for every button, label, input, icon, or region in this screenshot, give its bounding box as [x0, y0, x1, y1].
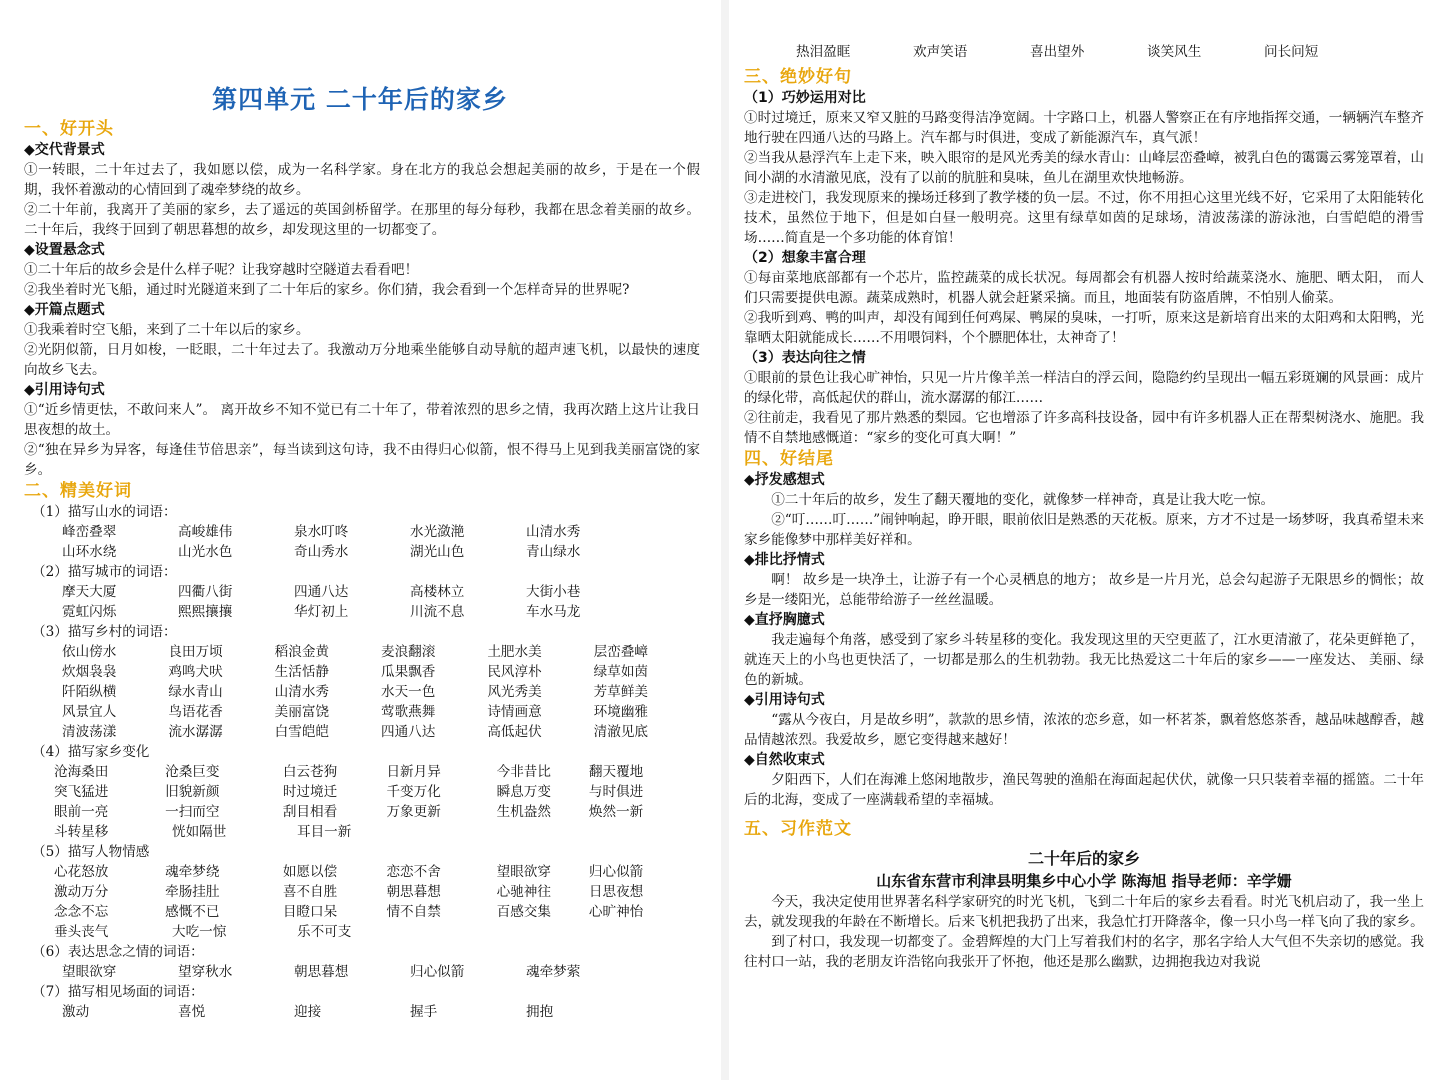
word: 旧貌新颜 [165, 784, 220, 800]
word: 依山傍水 [62, 644, 117, 660]
paragraph: ②“独在异乡为异客，每逢佳节倍思亲”，每当读到这句诗，我不由得归心似箭，恨不得马上见到我美丽富饶的家乡。 [24, 442, 700, 478]
word: 望眼欲穿 [496, 864, 551, 880]
word: 时过境迁 [282, 784, 338, 800]
word: 今非昔比 [496, 764, 551, 780]
paragraph: 到了村口，我发现一切都变了。金碧辉煌的大门上写着我们村的名字，那名字给人大气但不失亲切的感觉。我往村口一站，我的老朋友许浩铭向我张开了怀抱，他还是那么幽默，边拥抱我边对我说 [744, 934, 1424, 970]
word: 恍如隔世 [172, 824, 227, 840]
word: 沧桑巨变 [165, 764, 220, 780]
word: 芳草鲜美 [593, 684, 649, 700]
word: 良田万顷 [168, 644, 223, 660]
word: 莺歌燕舞 [380, 704, 436, 720]
word: 与时俱进 [588, 784, 644, 800]
word: 热泪盈眶 [796, 44, 851, 60]
paragraph: 啊！ 故乡是一块净土，让游子有一个心灵栖息的地方； 故乡是一片月光，总会勾起游子无限思乡的惆怅；故乡是一缕阳光，总能带给游子一丝丝温暖。 [744, 572, 1424, 608]
word: 环境幽雅 [593, 704, 649, 720]
word: 突飞猛进 [54, 784, 109, 800]
word-row [24, 782, 700, 802]
word: 日思夜想 [588, 884, 644, 900]
word: 心驰神往 [496, 884, 551, 900]
word: 望眼欲穿 [62, 964, 117, 980]
word: 民风淳朴 [487, 664, 542, 680]
word: 眼前一亮 [54, 804, 109, 820]
word: 炊烟袅袅 [62, 664, 117, 680]
paragraph: ①我乘着时空飞船，来到了二十年以后的家乡。 [24, 322, 310, 338]
subheading-quote: ◆引用诗句式 [24, 382, 105, 398]
word: 大吃一惊 [172, 924, 227, 940]
word: 握手 [410, 1004, 438, 1020]
word: 阡陌纵横 [62, 684, 117, 700]
word-row [24, 882, 700, 902]
word: 水天一色 [380, 684, 436, 700]
word-row [24, 682, 700, 702]
word: 喜出望外 [1030, 44, 1085, 60]
subheading-feelings: ◆抒发感想式 [744, 472, 825, 488]
word: 山光水色 [178, 544, 233, 560]
word: 心旷神怡 [588, 904, 644, 920]
paragraph: 今天，我决定使用世界著名科学家研究的时光飞机，飞到二十年后的家乡去看看。时光飞机启动了，我一坐上去，就发现我的年龄在不断增长。后来飞机把我扔了出来，我急忙打开降落伞，像一只小鸟一样飞向了我的家乡。 [744, 894, 1424, 930]
word: 归心似箭 [410, 964, 465, 980]
section-heading-model-essay: 五、习作范文 [744, 819, 852, 839]
word-row [24, 522, 700, 542]
unit-title: 第四单元 二十年后的家乡 [212, 85, 508, 114]
word: 一扫而空 [165, 804, 220, 820]
word: 四通八达 [294, 584, 349, 600]
subheading-longing: （3）表达向往之情 [744, 350, 866, 366]
subheading-topic: ◆开篇点题式 [24, 302, 105, 318]
word: 水光潋滟 [410, 524, 465, 540]
word: 魂牵梦绕 [165, 864, 220, 880]
word: 风光秀美 [487, 684, 542, 700]
word: 美丽富饶 [274, 704, 330, 720]
word: 高低起伏 [487, 724, 542, 740]
word: 耳目一新 [297, 824, 352, 840]
word: 流水潺潺 [168, 724, 223, 740]
paragraph: ①“近乡情更怯，不敢问来人”。 离开故乡不知不觉已有二十年了，带着浓烈的思乡之情，我再次踏上这片让我日思夜想的故土。 [24, 402, 700, 438]
word: 归心似箭 [588, 864, 644, 880]
word: 青山绿水 [526, 544, 581, 560]
word: 山清水秀 [526, 524, 581, 540]
word: 喜不自胜 [282, 884, 338, 900]
word: 朝思暮想 [294, 964, 349, 980]
word: 沧海桑田 [54, 764, 109, 780]
word: 斗转星移 [54, 824, 109, 840]
word-row [24, 1002, 700, 1022]
paragraph: 我走遍每个角落，感受到了家乡斗转星移的变化。我发现这里的天空更蓝了，江水更清澈了，花朵更鲜艳了，就连天上的小鸟也更快活了，一切都是那么的生机勃勃。我无比热爱这二十年后的家乡——一座发达、 美丽、绿色的新城。 [744, 632, 1424, 688]
word: 麦浪翻滚 [380, 644, 436, 660]
word: 泉水叮咚 [294, 524, 349, 540]
word-row [24, 802, 700, 822]
word: 高楼林立 [410, 584, 465, 600]
right-page [730, 0, 1440, 1080]
paragraph: ①二十年后的故乡会是什么样子呢？让我穿越时空隧道去看看吧！ [24, 262, 419, 278]
word: 清波荡漾 [62, 724, 117, 740]
word: 土肥水美 [487, 644, 542, 660]
word: 奇山秀水 [294, 544, 349, 560]
word: 峰峦叠翠 [62, 524, 117, 540]
word: 问长问短 [1264, 44, 1319, 60]
word: 朝思暮想 [386, 884, 441, 900]
word: 望穿秋水 [178, 964, 233, 980]
word-category-label: （5）描写人物情感 [32, 844, 150, 860]
word: 心花怒放 [54, 864, 109, 880]
page-gutter [721, 0, 729, 1080]
word-row [24, 702, 700, 722]
paragraph: ②光阴似箭，日月如梭，一眨眼，二十年过去了。我激动万分地乘坐能够自动导航的超声速飞机，以最快的速度向故乡飞去。 [24, 342, 700, 378]
word: 日新月异 [386, 764, 441, 780]
paragraph: 夕阳西下，人们在海滩上悠闲地散步，渔民驾驶的渔船在海面起起伏伏，就像一只只装着幸福的摇篮。二十年后的北海，变成了一座满载希望的幸福城。 [744, 772, 1424, 808]
word-row [24, 822, 700, 842]
word: 情不自禁 [386, 904, 441, 920]
word: 鸡鸣犬吠 [168, 664, 223, 680]
word: 感慨不已 [165, 904, 220, 920]
word-row [24, 582, 700, 602]
word: 喜悦 [178, 1004, 206, 1020]
word: 清澈见底 [593, 724, 649, 740]
word-row [24, 542, 700, 562]
word: 如愿以偿 [282, 864, 338, 880]
word: 诗情画意 [487, 704, 542, 720]
paragraph: ②我坐着时光飞船，通过时光隧道来到了二十年后的家乡。你们猜，我会看到一个怎样奇异的世界呢? [24, 282, 630, 298]
word: 山清水秀 [274, 684, 330, 700]
word: 万象更新 [386, 804, 441, 820]
word: 千变万化 [386, 784, 441, 800]
paragraph: ②二十年前，我离开了美丽的家乡，去了遥远的英国剑桥留学。在那里的每分每秒，我都在思念着美丽的故乡。 二十年后，我终于回到了朝思暮想的故乡，却发现这里的一切都变了。 [24, 202, 700, 238]
word: 瓜果飘香 [380, 664, 436, 680]
word-row [744, 42, 1424, 62]
word: 牵肠挂肚 [165, 884, 220, 900]
word: 瞬息万变 [496, 784, 551, 800]
paragraph: ①二十年后的故乡，发生了翻天覆地的变化，就像梦一样神奇，真是让我大吃一惊。 [771, 492, 1275, 508]
word: 绿水青山 [168, 684, 223, 700]
word: 激动万分 [54, 884, 109, 900]
subheading-direct: ◆直抒胸臆式 [744, 612, 825, 628]
word: 垂头丧气 [54, 924, 109, 940]
paragraph: ①每亩菜地底部都有一个芯片，监控蔬菜的成长状况。每周都会有机器人按时给蔬菜浇水、施肥、晒太阳， 而人们只需要提供电源。蔬菜成熟时，机器人就会赶紧采摘。而且，地面装有防盗盾牌，不怕别人偷菜。 [744, 270, 1424, 306]
word: 生活恬静 [274, 664, 330, 680]
word: 摩天大厦 [62, 584, 117, 600]
word-row [24, 662, 700, 682]
paragraph: ②往前走，我看见了那片熟悉的梨园。它也增添了许多高科技设备，园中有许多机器人正在帮梨树浇水、施肥。我情不自禁地感慨道：“家乡的变化可真大啊！” [744, 410, 1424, 446]
subheading-parallelism: ◆排比抒情式 [744, 552, 825, 568]
word-row [24, 642, 700, 662]
word: 大街小巷 [526, 584, 581, 600]
paragraph: “露从今夜白，月是故乡明”，款款的思乡情，浓浓的恋乡意，如一杯茗茶，飘着悠悠茶香，越品味越醇香，越品情越浓烈。我爱故乡，愿它变得越来越好！ [744, 712, 1424, 748]
subheading-suspense: ◆设置悬念式 [24, 242, 105, 258]
word-category-label: （1）描写山水的词语： [32, 504, 177, 520]
word: 焕然一新 [588, 804, 644, 820]
word: 熙熙攘攘 [178, 604, 233, 620]
word: 四通八达 [380, 724, 436, 740]
word: 高峻雄伟 [178, 524, 233, 540]
subheading-natural: ◆自然收束式 [744, 752, 825, 768]
subheading-background: ◆交代背景式 [24, 142, 105, 158]
word-category-label: （3）描写乡村的词语： [32, 624, 177, 640]
word: 稻浪金黄 [274, 644, 330, 660]
paragraph: ①时过境迁，原来又窄又脏的马路变得洁净宽阔。十字路口上，机器人警察正在有序地指挥交通，一辆辆汽车整齐地行驶在四通八达的马路上。汽车都与时俱进，变成了新能源汽车，真气派！ [744, 110, 1424, 146]
essay-author: 山东省东营市利津县明集乡中心小学 陈海旭 指导老师：辛学姗 [876, 872, 1292, 890]
word: 谈笑风生 [1147, 44, 1202, 60]
subheading-imagination: （2）想象丰富合理 [744, 250, 866, 266]
word: 湖光山色 [410, 544, 465, 560]
word: 华灯初上 [294, 604, 349, 620]
paragraph: ①一转眼，二十年过去了，我如愿以偿，成为一名科学家。身在北方的我总会想起美丽的故乡，于是在一个假期，我怀着激动的心情回到了魂牵梦绕的故乡。 [24, 162, 700, 198]
word: 白云苍狗 [282, 764, 338, 780]
word: 鸟语花香 [168, 704, 223, 720]
word: 翻天覆地 [588, 764, 644, 780]
word-row [24, 722, 700, 742]
paragraph: ①眼前的景色让我心旷神怡，只见一片片像羊羔一样洁白的浮云间，隐隐约约呈现出一幅五彩斑斓的风景画：成片的绿化带，高低起伏的群山，流水潺潺的郁江…… [744, 370, 1424, 406]
word: 生机盎然 [496, 804, 551, 820]
section-heading-good-sentences: 三、绝妙好句 [744, 67, 852, 87]
word: 霓虹闪烁 [62, 604, 117, 620]
word-category-label: （2）描写城市的词语： [32, 564, 177, 580]
word-category-label: （7）描写相见场面的词语： [32, 984, 204, 1000]
word: 山环水绕 [62, 544, 117, 560]
word: 刮目相看 [282, 804, 338, 820]
section-heading-good-words: 二、精美好词 [24, 481, 132, 501]
essay-title: 二十年后的家乡 [1027, 849, 1140, 868]
word: 激动 [62, 1004, 90, 1020]
word: 目瞪口呆 [282, 904, 338, 920]
section-heading-good-endings: 四、好结尾 [744, 449, 834, 469]
word-row [24, 602, 700, 622]
word: 恋恋不舍 [386, 864, 441, 880]
paragraph: ②我听到鸡、鸭的叫声，却没有闻到任何鸡屎、鸭屎的臭味，一打听，原来这是新培育出来的太阳鸡和太阳鸭，光靠晒太阳就能成长……不用喂饲料，个个膘肥体壮，太神奇了！ [744, 310, 1424, 346]
paragraph: ②“叮……叮……”闹钟响起，睁开眼，眼前依旧是熟悉的天花板。原来，方才不过是一场梦呀，我真希望未来家乡能像梦中那样美好祥和。 [744, 512, 1424, 548]
word: 魂牵梦萦 [526, 964, 581, 980]
word: 白雪皑皑 [274, 724, 330, 740]
word: 拥抱 [526, 1004, 554, 1020]
word-category-label: （4）描写家乡变化 [32, 744, 150, 760]
word-row [24, 962, 700, 982]
word: 百感交集 [496, 904, 551, 920]
word: 四衢八街 [178, 584, 233, 600]
paragraph: ②当我从悬浮汽车上走下来，映入眼帘的是风光秀美的绿水青山：山峰层峦叠嶂，被乳白色的霭霭云雾笼罩着，山间小湖的水清澈见底，没有了以前的肮脏和臭味，鱼儿在湖里欢快地畅游。 [744, 150, 1424, 186]
word-row [24, 762, 700, 782]
paragraph: ③走进校门，我发现原来的操场迁移到了教学楼的负一层。不过，你不用担心这里光线不好，它采用了太阳能转化技术，虽然位于地下，但是如白昼一般明亮。这里有绿草如茵的足球场，清波荡漾的游泳池，白雪皑皑的滑雪场……简直是一个多功能的体育馆！ [744, 190, 1424, 246]
subheading-quote: ◆引用诗句式 [744, 692, 825, 708]
word-category-label: （6）表达思念之情的词语： [32, 944, 204, 960]
word: 风景宜人 [62, 704, 117, 720]
word: 乐不可支 [297, 924, 352, 940]
word: 川流不息 [410, 604, 465, 620]
word: 欢声笑语 [913, 44, 968, 60]
word-row [24, 902, 700, 922]
word-row [24, 922, 700, 942]
word: 层峦叠嶂 [593, 644, 649, 660]
word: 车水马龙 [526, 604, 581, 620]
section-heading-good-openings: 一、好开头 [24, 119, 114, 139]
word: 迎接 [294, 1004, 322, 1020]
word: 绿草如茵 [593, 664, 649, 680]
word: 念念不忘 [54, 904, 109, 920]
word-row [24, 862, 700, 882]
subheading-contrast: （1）巧妙运用对比 [744, 90, 866, 106]
